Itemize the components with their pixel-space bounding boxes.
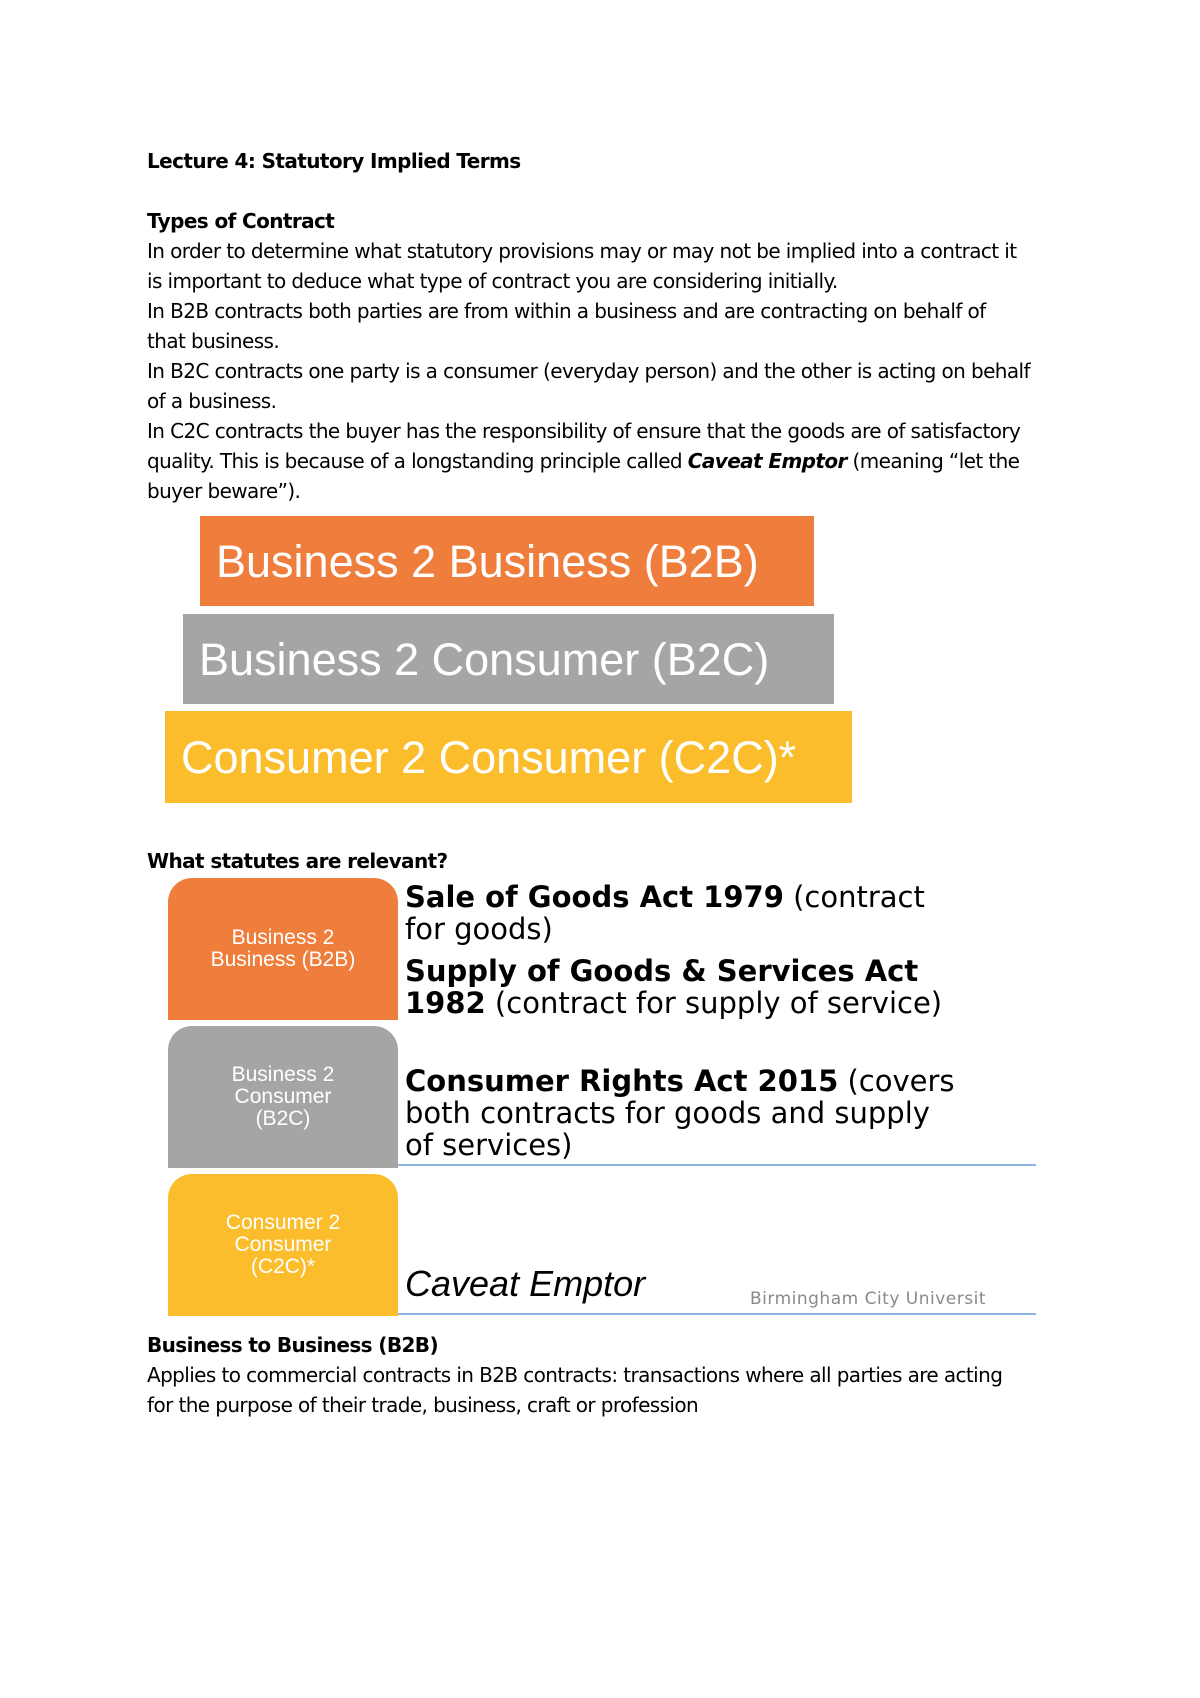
paragraph-line: In B2B contracts both parties are from within a business and are contracting on behalf of xyxy=(147,299,986,323)
paragraph-line: Applies to commercial contracts in B2B contracts: transactions where all parties are acting xyxy=(147,1363,1003,1387)
paragraph-line: In C2C contracts the buyer has the responsibility of ensure that the goods are of satisfactory xyxy=(147,419,1021,443)
caveat-emptor-term: Caveat Emptor xyxy=(687,449,847,473)
statute-sga-name: Sale of Goods Act 1979 xyxy=(405,880,784,914)
bar-c2c: Consumer 2 Consumer (C2C)* xyxy=(165,711,852,803)
statute-sale-of-goods-line1 xyxy=(405,882,925,913)
section-heading-types-of-contract: Types of Contract xyxy=(147,209,335,233)
statute-cra-desc1: (covers xyxy=(838,1064,955,1098)
tab-b2c-line1: Business 2 xyxy=(231,1063,335,1086)
caveat-suffix: (meaning “let the xyxy=(846,449,1020,473)
paragraph-line: buyer beware”). xyxy=(147,479,301,503)
section-heading-b2b: Business to Business (B2B) xyxy=(147,1333,438,1357)
paragraph-line: is important to deduce what type of contract you are considering initially. xyxy=(147,269,838,293)
statute-cra-line2: both contracts for goods and supply xyxy=(405,1096,930,1130)
statute-sgsa-line1 xyxy=(405,956,918,987)
statute-sgsa-line2 xyxy=(405,988,942,1019)
divider-rule xyxy=(398,1164,1036,1166)
tab-b2c xyxy=(168,1026,398,1168)
paragraph-line: of a business. xyxy=(147,389,277,413)
tab-c2c xyxy=(168,1174,398,1316)
tab-b2b-line2: Business (B2B) xyxy=(210,948,356,971)
tab-c2c-line3: (C2C)* xyxy=(250,1255,316,1278)
caveat-prefix: quality. This is because of a longstanding principle called xyxy=(147,449,688,473)
tab-c2c-line1: Consumer 2 xyxy=(225,1211,341,1234)
section-heading-statutes: What statutes are relevant? xyxy=(147,849,448,873)
tab-b2b xyxy=(168,878,398,1020)
tab-b2c-line3: (B2C) xyxy=(255,1107,311,1130)
bar-b2c: Business 2 Consumer (B2C) xyxy=(183,614,834,704)
university-watermark: Birmingham City Universit xyxy=(750,1289,986,1309)
tab-b2c-line2: Consumer xyxy=(234,1085,332,1108)
statute-sga-desc1: (contract xyxy=(783,880,925,914)
divider-rule xyxy=(398,1313,1036,1315)
statute-sgsa-name1: Supply of Goods & Services Act xyxy=(405,954,919,988)
tab-b2b-line1: Business 2 xyxy=(231,926,335,949)
statute-cra-line3: of services) xyxy=(405,1128,573,1162)
statute-cra-line1 xyxy=(405,1066,955,1097)
caveat-emptor-label: Caveat Emptor xyxy=(405,1263,646,1304)
tab-c2c-line2: Consumer xyxy=(234,1233,332,1256)
paragraph-line: for the purpose of their trade, business, craft or profession xyxy=(147,1393,699,1417)
statute-sgsa-name2: 1982 xyxy=(405,986,486,1020)
statute-sgsa-desc: (contract for supply of service) xyxy=(485,986,943,1020)
statute-cra-name: Consumer Rights Act 2015 xyxy=(405,1064,839,1098)
statute-sale-of-goods-line2: for goods) xyxy=(405,912,553,946)
paragraph-line: In B2C contracts one party is a consumer (everyday person) and the other is acting on behalf xyxy=(147,359,1030,383)
paragraph-line: In order to determine what statutory provisions may or may not be implied into a contract it xyxy=(147,239,1017,263)
paragraph-line-caveat xyxy=(147,446,1019,476)
bar-b2b: Business 2 Business (B2B) xyxy=(200,516,814,606)
document-title: Lecture 4: Statutory Implied Terms xyxy=(147,149,521,173)
paragraph-line: that business. xyxy=(147,329,280,353)
